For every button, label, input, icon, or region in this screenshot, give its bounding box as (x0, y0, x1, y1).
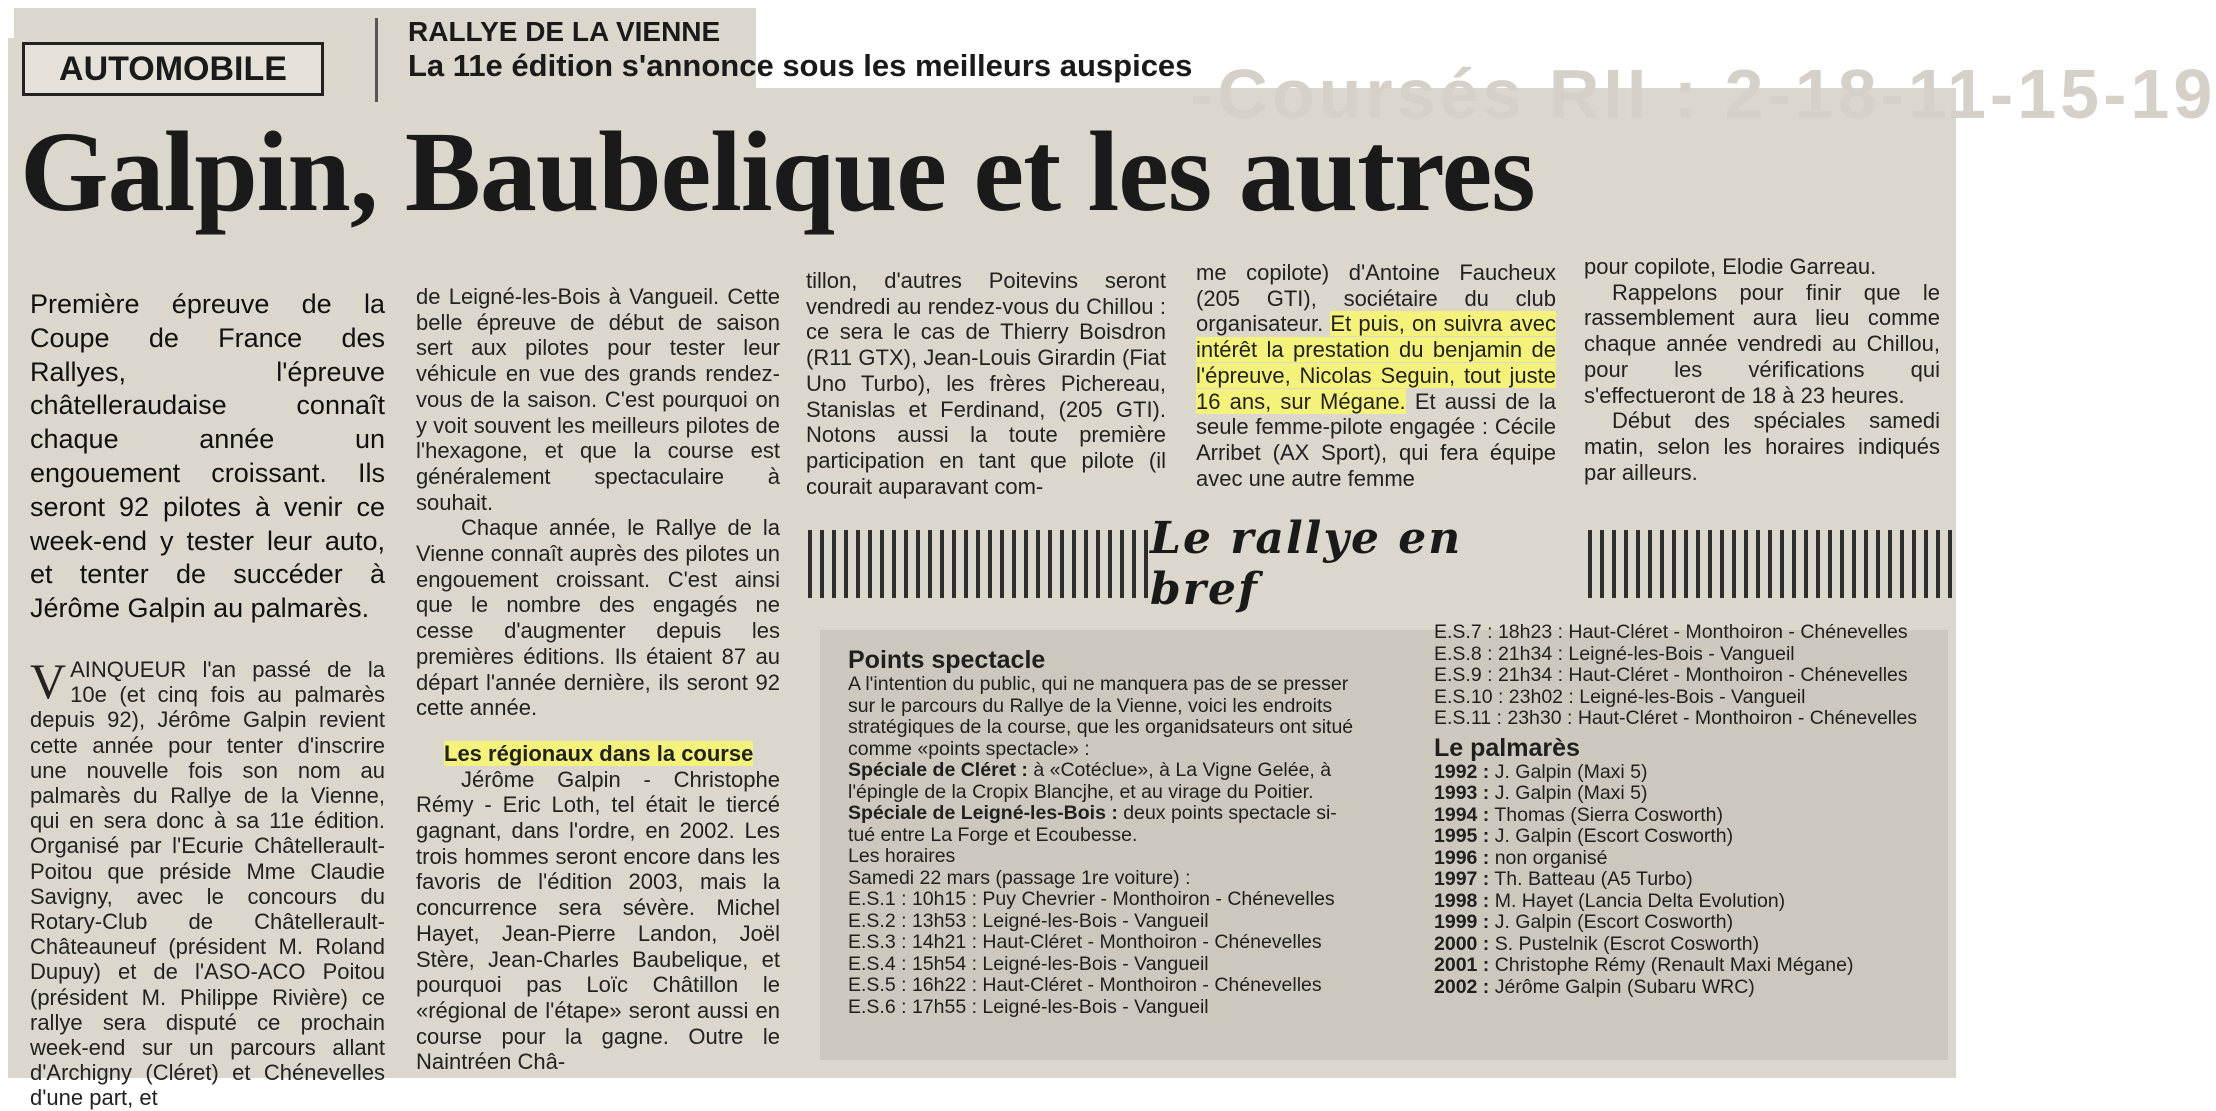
points-line: sur le parcours du Rallye de la Vienne, voici les endroits (848, 694, 1333, 717)
col4-highlight: Et puis, on suivra avec intérêt la prestation du benjamin de l'épreuve, Nicolas Seguin, tout juste 16 ans, sur Mégane. (1196, 311, 1556, 414)
palmares-row (1434, 762, 1934, 784)
dropcap: V (30, 652, 67, 709)
points-title: Points spectacle (848, 646, 1046, 674)
palmares-row (1434, 977, 1934, 999)
palmares-year: 1997 : (1434, 868, 1490, 890)
stage-line: E.S.4 : 15h54 : Leigné-les-Bois - Vangueil (848, 952, 1209, 975)
brief-right-column (1434, 622, 1934, 998)
stage-line: E.S.2 : 13h53 : Leigné-les-Bois - Vangueil (848, 909, 1209, 932)
stage-line: E.S.10 : 23h02 : Leigné-les-Bois - Vangueil (1434, 685, 1806, 708)
palmares-winner: Christophe Rémy (Renault Maxi Mégane) (1489, 954, 1854, 976)
palmares-winner: Th. Batteau (A5 Turbo) (1489, 868, 1693, 890)
article-column-4 (1196, 260, 1556, 491)
stage-line: E.S.3 : 14h21 : Haut-Cléret - Monthoiron - Chénevelles (848, 931, 1322, 953)
section-label: AUTOMOBILE (59, 49, 287, 88)
palmares-row (1434, 783, 1934, 805)
stage-line: E.S.5 : 16h22 : Haut-Cléret - Monthoiron - Chénevelles (848, 974, 1322, 996)
kicker-subtitle: La 11e édition s'annonce sous les meilleurs auspices (408, 48, 1193, 83)
leigne-line (848, 803, 1408, 825)
kicker-divider (375, 18, 378, 102)
col3-paragraph-1: tillon, d'autres Poitevins seront vendredi au rendez-vous du Chillou : ce sera le cas de Thierry Boisdron (R11 GTX), Jean-Louis Girardin (Fiat Uno Turbo), les frères Pichereau, Stanislas et Ferdinand, (205 GTI). Notons aussi la toute première participation en tant que pilote (il courait auparavant com- (806, 268, 1166, 499)
show-through-text: -Coursés RII : 2-18-11-15-19 (1190, 55, 2216, 133)
dropcap-word: AINQUEUR (70, 656, 187, 682)
stage-line: E.S.1 : 10h15 : Puy Chevrier - Monthoiron - Chénevelles (848, 888, 1335, 910)
col5-paragraph-2: Rappelons pour finir que le rassemblement aura lieu comme chaque année vendredi au Chillou, pour les vérifications qui s'effectueront de 18 à 23 heures. (1584, 279, 1940, 408)
palmares-year: 2000 : (1434, 932, 1490, 955)
palmares-year: 1994 : (1434, 803, 1490, 826)
palmares-winner: J. Galpin (Maxi 5) (1489, 782, 1648, 804)
section-label-box (22, 42, 324, 96)
palmares-winner: J. Galpin (Escort Cosworth) (1489, 911, 1734, 933)
col5-paragraph-3: Début des spéciales samedi matin, selon les horaires indiqués par ailleurs. (1584, 408, 1940, 485)
brief-band-title: Le rallye en bref (1150, 513, 1463, 615)
cleret-label: Spéciale de Cléret : (848, 759, 1028, 781)
article-column-5 (1584, 254, 1940, 485)
palmares-year: 1993 : (1434, 782, 1490, 804)
palmares-year: 2002 : (1434, 975, 1490, 998)
palmares-year: 1998 : (1434, 889, 1490, 912)
palmares-year: 1992 : (1434, 760, 1490, 783)
clipping-cut-corner (0, 0, 14, 38)
palmares-year: 2001 : (1434, 954, 1490, 976)
palmares-winner: non organisé (1489, 846, 1608, 869)
palmares-year: 1996 : (1434, 846, 1490, 869)
kicker-title: RALLYE DE LA VIENNE (408, 16, 721, 47)
horaires-title: Les horaires (848, 845, 956, 867)
brief-band-label (1150, 513, 1588, 615)
palmares-row (1434, 891, 1934, 913)
palmares-row (1434, 912, 1934, 934)
palmares-winner: J. Galpin (Escort Cosworth) (1489, 825, 1734, 847)
leigne-text: deux points spectacle si- (1117, 802, 1337, 824)
lead-text: Première épreuve de la Coupe de France des Rallyes, l'épreuve châtelleraudaise connaît chaque année un engouement croissant. Ils seront 92 pilotes à venir ce week-end y tester leur auto, et tenter de succéder à Jérôme Galpin au palmarès. (30, 289, 385, 624)
palmares-winner: Jérôme Galpin (Subaru WRC) (1489, 975, 1755, 998)
body-text: l'an passé de la 10e (et cinq fois au palmarès depuis 92), Jérôme Galpin revient cette année pour tenter d'inscrire une nouvelle fois son nom au palmarès du Rallye de la Vienne, qui en sera donc à sa 11e édition. Organisé par l'Ecurie Châtellerault-Poitou que préside Mme Claudie Savigny, avec le concours du Rotary-Club de Châtellerault-Châteauneuf (président M. Roland Dupuy) et de l'ASO-ACO Poitou (président M. Philippe Rivière) ce rallye sera disputé ce prochain week-end sur un parcours allant d'Archigny (Cléret) et Chénevelles d'une part, et (30, 656, 385, 1111)
palmares-year: 1999 : (1434, 911, 1490, 933)
palmares-winner: J. Galpin (Maxi 5) (1489, 760, 1648, 783)
col2-subhead (416, 741, 780, 767)
palmares-row (1434, 955, 1934, 977)
col2-paragraph-3: Jérôme Galpin - Christophe Rémy - Eric Loth, tel était le tiercé gagnant, dans l'ordre, en 2002. Les trois hommes seront encore dans les favoris de l'édition 2003, mais la concurrence sera sévère. Michel Hayet, Jean-Pierre Landon, Joël Stère, Jean-Charles Baubelique, et pourquoi pas Loïc Châtillon le «régional de l'étape» seront aussi en course pour la gagne. Outre le Naintréen Châ- (416, 766, 780, 1075)
palmares-row (1434, 805, 1934, 827)
palmares-year: 1995 : (1434, 825, 1490, 847)
points-line: comme «points spectacle» : (848, 737, 1090, 760)
col4-text-post: Et aussi de la seule femme-pilote engagée : Cécile Arribet (AX Sport), qui fera équipe avec une autre femme (1196, 388, 1556, 491)
palmares-list (1434, 762, 1934, 999)
palmares-winner: Thomas (Sierra Cosworth) (1489, 803, 1724, 826)
lead-paragraph (30, 288, 385, 626)
leigne-label: Spéciale de Leigné-les-Bois : (848, 802, 1118, 824)
palmares-title: Le palmarès (1434, 733, 1580, 762)
leigne-line-2: tué entre La Forge et Ecoubesse. (848, 823, 1138, 846)
stage-line: E.S.9 : 21h34 : Haut-Cléret - Monthoiron - Chénevelles (1434, 664, 1908, 686)
horaires-subtitle: Samedi 22 mars (passage 1re voiture) : (848, 866, 1191, 889)
col2-paragraph-1: de Leigné-les-Bois à Vangueil. Cette belle épreuve de début de saison sert aux pilotes pour tester leur véhicule en vue des grands rendez-vous de la saison. C'est pourquoi on y voit souvent les meilleurs pilotes de l'hexagone, et que la course est généralement spectaculaire à souhait. (416, 284, 780, 515)
col4-text-pre: me copilote) d'Antoine Faucheux (205 GTI), sociétaire du club organisateur. (1196, 260, 1556, 337)
brief-left-column (848, 646, 1408, 1018)
stage-line: E.S.7 : 18h23 : Haut-Cléret - Monthoiron - Chénevelles (1434, 621, 1908, 643)
palmares-row (1434, 826, 1934, 848)
cleret-text: à «Cotéclue», à La Vigne Gelée, à (1027, 759, 1332, 781)
palmares-row (1434, 848, 1934, 870)
headline: Galpin, Baubelique et les autres (20, 108, 1535, 235)
cleret-line (848, 760, 1408, 782)
stage-line: E.S.11 : 23h30 : Haut-Cléret - Monthoiron - Chénevelles (1434, 707, 1918, 729)
stage-line: E.S.8 : 21h34 : Leigné-les-Bois - Vangueil (1434, 642, 1795, 665)
cleret-line-2: l'épingle de la Cropix Blancjhe, et au virage du Poitier. (848, 780, 1314, 803)
article-column-2 (416, 284, 780, 1075)
palmares-winner: M. Hayet (Lancia Delta Evolution) (1489, 889, 1786, 912)
palmares-row (1434, 869, 1934, 891)
stage-line: E.S.6 : 17h55 : Leigné-les-Bois - Vangueil (848, 995, 1209, 1018)
subhead-highlight: Les régionaux dans la course (444, 740, 754, 766)
col2-paragraph-2: Chaque année, le Rallye de la Vienne connaît auprès des pilotes un engouement croissant. C'est ainsi que le nombre des engagés ne cesse d'augmenter depuis les premières éditions. Ils étaient 87 au départ l'année dernière, ils seront 92 cette année. (416, 515, 780, 721)
palmares-row (1434, 934, 1934, 956)
col4-paragraph (1196, 260, 1556, 491)
points-line: A l'intention du public, qui ne manquera pas de se presser (848, 673, 1349, 695)
body-paragraph (30, 652, 385, 1111)
col5-paragraph-1: pour copilote, Elodie Garreau. (1584, 254, 1877, 279)
palmares-winner: S. Pustelnik (Escrot Cosworth) (1489, 932, 1760, 955)
article-column-1 (30, 288, 385, 1111)
points-line: stratégiques de la course, que les organidsateurs ont situé (848, 716, 1354, 738)
article-column-3 (806, 268, 1166, 499)
